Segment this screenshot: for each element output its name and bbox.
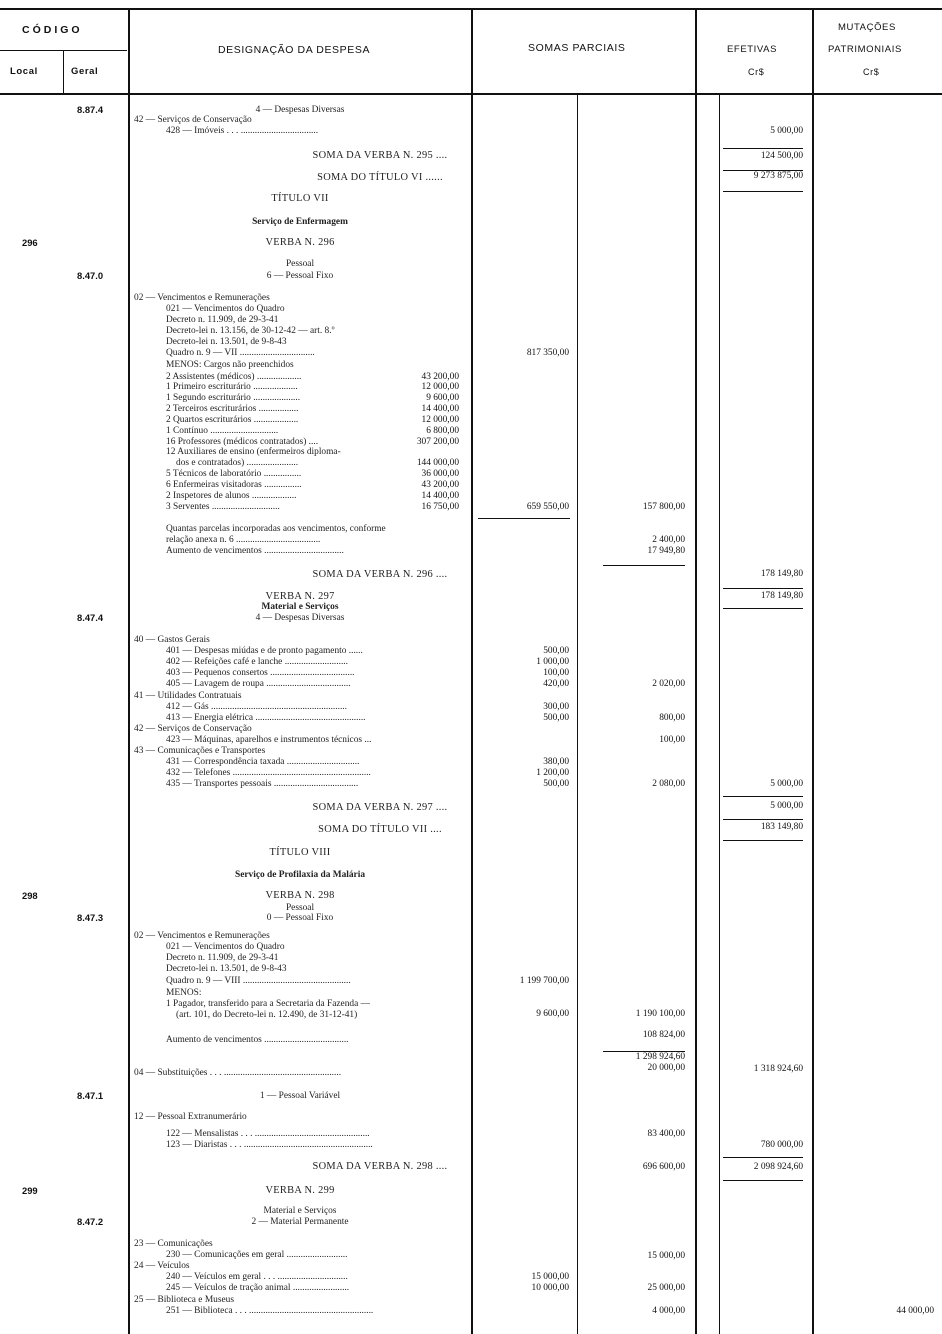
item-description: 402 — Refeições café e lanche ...........................	[166, 657, 348, 667]
item-description: 021 — Vencimentos do Quadro	[166, 304, 285, 314]
geral-code: 8.47.3	[77, 912, 104, 923]
soma-label: SOMA DA VERBA N. 295 ....	[312, 150, 448, 161]
section-heading: 6 — Pessoal Fixo	[266, 271, 334, 281]
total-rule	[723, 819, 803, 820]
partial-sum-2: 108 824,00	[642, 1030, 685, 1040]
item-description: 02 — Vencimentos e Remunerações	[134, 931, 270, 941]
item-description: 245 — Veículos de tração animal ........................	[166, 1283, 350, 1293]
efetiva-value: 5 000,00	[770, 801, 803, 811]
item-description: Quadro n. 9 — VIII ..............................................	[166, 976, 351, 986]
efetiva-value: 178 149,80	[760, 569, 803, 579]
item-description: 230 — Comunicações em geral ..........................	[166, 1250, 348, 1260]
inline-value: 14 400,00	[421, 404, 459, 414]
efetivas-dup-divider	[719, 94, 720, 1334]
inline-value: 307 200,00	[416, 437, 459, 447]
inline-value: 144 000,00	[416, 458, 459, 468]
partial-sum-1: 500,00	[543, 779, 569, 789]
item-description: Decreto-lei n. 13.156, de 30-12-42 — art. 8.º	[166, 326, 335, 336]
item-description: 2 Inspetores de alunos ...................	[166, 491, 297, 501]
partial-sum-1: 9 600,00	[536, 1009, 569, 1019]
item-description: 16 Professores (médicos contratados) ....	[166, 437, 319, 447]
partial-sum-1: 420,00	[543, 679, 569, 689]
item-description: dos e contratados) ......................	[176, 458, 299, 468]
inline-value: 36 000,00	[421, 469, 459, 479]
soma-label: SOMA DO TÍTULO VI ......	[317, 172, 443, 183]
partial-sum-2: 2 400,00	[652, 535, 685, 545]
partial-sum-2: 157 800,00	[642, 502, 685, 512]
item-description: 2 Quartos escriturários ...................	[166, 415, 299, 425]
section-heading: Pessoal	[285, 903, 315, 913]
geral-code: 8.87.4	[77, 104, 104, 115]
section-heading: Serviço de Profilaxia da Malária	[234, 870, 366, 880]
item-description: 3 Serventes .............................	[166, 502, 280, 512]
item-description: 43 — Comunicações e Transportes	[134, 746, 266, 756]
soma-label: SOMA DA VERBA N. 296 ....	[312, 569, 448, 580]
designacao-header: DESIGNAÇÃO DA DESPESA	[218, 44, 371, 56]
section-heading: 4 — Despesas Diversas	[255, 613, 345, 623]
partial-sum-2: 83 400,00	[647, 1129, 685, 1139]
partial-sum-1: 1 000,00	[536, 657, 569, 667]
item-description: 02 — Vencimentos e Remunerações	[134, 293, 270, 303]
item-description: 12 — Pessoal Extranumerário	[134, 1112, 247, 1122]
partial-sum-1: 100,00	[543, 668, 569, 678]
local-header: Local	[10, 66, 38, 77]
item-description: 123 — Diaristas . . . .......................................................	[166, 1140, 373, 1150]
partial-sum-2: 1 298 924,60	[635, 1052, 685, 1062]
section-heading: 4 — Despesas Diversas	[255, 105, 345, 115]
efetivas-mut-divider	[812, 8, 814, 1334]
total-rule	[723, 191, 803, 192]
item-description: 5 Técnicos de laboratório ................	[166, 469, 302, 479]
section-heading: TÍTULO VIII	[269, 847, 331, 858]
item-description: 401 — Despesas miúdas e de pronto pagamento ......	[166, 646, 363, 656]
item-description: 1 Pagador, transferido para a Secretaria da Fazenda —	[166, 999, 370, 1009]
section-heading: TÍTULO VII	[271, 193, 329, 204]
total-rule	[723, 148, 803, 149]
item-description: 42 — Serviços de Conservação	[134, 115, 252, 125]
item-description: 1 Segundo escriturário ....................	[166, 393, 301, 403]
item-description: Aumento de vencimentos ....................................	[166, 1035, 349, 1045]
efetivas-unit: Cr$	[748, 67, 765, 77]
geral-code: 8.47.2	[77, 1216, 104, 1227]
partial-sum-1: 659 550,00	[526, 502, 569, 512]
item-description: Quadro n. 9 — VII ................................	[166, 348, 315, 358]
inline-value: 14 400,00	[421, 491, 459, 501]
total-rule	[723, 1180, 803, 1181]
partial-sum-1: 1 199 700,00	[519, 976, 569, 986]
section-heading: 2 — Material Permanente	[251, 1217, 349, 1227]
section-heading: VERBA N. 299	[265, 1185, 335, 1196]
partial-sum-1: 10 000,00	[531, 1283, 569, 1293]
inline-value: 9 600,00	[426, 393, 459, 403]
item-description: 1 Contínuo .............................	[166, 426, 279, 436]
item-description: 42 — Serviços de Conservação	[134, 724, 252, 734]
total-rule	[723, 608, 803, 609]
mutacao-value: 44 000,00	[896, 1306, 934, 1316]
section-heading: Pessoal	[285, 259, 315, 269]
section-heading: VERBA N. 298	[265, 890, 335, 901]
item-description: 432 — Telefones ...........................................................	[166, 768, 371, 778]
total-rule	[478, 518, 570, 519]
soma-label: SOMA DO TÍTULO VII ....	[318, 824, 442, 835]
item-description: Aumento de vencimentos ..................................	[166, 546, 344, 556]
item-description: MENOS: Cargos não preenchidos	[166, 360, 294, 370]
item-description: 04 — Substituições . . . ..................................................	[134, 1068, 342, 1078]
partial-sum-2: 800,00	[659, 713, 685, 723]
partial-sum-1: 300,00	[543, 702, 569, 712]
item-description: 413 — Energia elétrica ...............................................	[166, 713, 366, 723]
item-description: 24 — Veículos	[134, 1261, 190, 1271]
efetiva-value: 2 098 924,60	[753, 1162, 803, 1172]
partial-sum-1: 1 200,00	[536, 768, 569, 778]
item-description: MENOS:	[166, 988, 202, 998]
partial-sum-2: 100,00	[659, 735, 685, 745]
local-code: 298	[22, 890, 38, 901]
partial-sum-1: 500,00	[543, 713, 569, 723]
section-heading: Material e Serviços	[261, 602, 339, 612]
patrimoniais-header: PATRIMONIAIS	[828, 44, 902, 55]
efetiva-value: 5 000,00	[770, 126, 803, 136]
efetiva-value: 178 149,80	[760, 591, 803, 601]
partial-sum-2: 4 000,00	[652, 1306, 685, 1316]
partial-sum-2: 20 000,00	[647, 1063, 685, 1073]
partial-sum-2: 1 190 100,00	[635, 1009, 685, 1019]
geral-code: 8.47.0	[77, 270, 104, 281]
item-description: Decreto n. 11.909, de 29-3-41	[166, 953, 279, 963]
inline-value: 12 000,00	[421, 415, 459, 425]
total-rule	[723, 588, 803, 589]
partial-sum-2: 25 000,00	[647, 1283, 685, 1293]
item-description: 251 — Biblioteca . . . .....................................................	[166, 1306, 374, 1316]
item-description: 240 — Veículos em geral . . . ..............................	[166, 1272, 348, 1282]
item-description: (art. 101, do Decreto-lei n. 12.490, de 31-12-41)	[176, 1010, 358, 1020]
item-description: Decreto n. 11.909, de 29-3-41	[166, 315, 279, 325]
efetiva-value: 1 318 924,60	[753, 1064, 803, 1074]
section-heading: 0 — Pessoal Fixo	[266, 913, 334, 923]
item-description: Quantas parcelas incorporadas aos vencimentos, conforme	[166, 524, 386, 534]
item-description: 403 — Pequenos consertos ....................................	[166, 668, 355, 678]
inline-value: 43 200,00	[421, 372, 459, 382]
partial-sum-1: 817 350,00	[526, 348, 569, 358]
section-heading: Material e Serviços	[263, 1206, 337, 1216]
efetiva-value: 124 500,00	[760, 151, 803, 161]
item-description: 25 — Biblioteca e Museus	[134, 1295, 234, 1305]
section-heading: VERBA N. 297	[265, 591, 335, 602]
item-description: 405 — Lavagem de roupa ....................................	[166, 679, 351, 689]
efetiva-value: 5 000,00	[770, 779, 803, 789]
geral-code: 8.47.4	[77, 612, 104, 623]
geral-header: Geral	[71, 66, 99, 77]
mutacoes-header: MUTAÇÕES	[838, 22, 896, 33]
section-heading: VERBA N. 296	[265, 237, 335, 248]
total-rule	[723, 840, 803, 841]
partial-sum-2: 15 000,00	[647, 1251, 685, 1261]
item-description: 423 — Máquinas, aparelhos e instrumentos técnicos ...	[166, 735, 372, 745]
item-description: 431 — Correspondência taxada ...............................	[166, 757, 360, 767]
partial-sum-1: 500,00	[543, 646, 569, 656]
local-geral-divider	[63, 50, 64, 94]
partial-sum-2: 696 600,00	[642, 1162, 685, 1172]
inline-value: 43 200,00	[421, 480, 459, 490]
total-rule	[603, 565, 685, 566]
item-description: 12 Auxiliares de ensino (enfermeiros diploma-	[166, 447, 341, 457]
item-description: 412 — Gás ..........................................................	[166, 702, 347, 712]
item-description: 2 Assistentes (médicos) ...................	[166, 372, 302, 382]
total-rule	[723, 1157, 803, 1158]
item-description: 2 Terceiros escriturários .................	[166, 404, 299, 414]
item-description: 1 Primeiro escriturário ...................	[166, 382, 298, 392]
geral-code: 8.47.1	[77, 1090, 104, 1101]
soma-label: SOMA DA VERBA N. 297 ....	[312, 802, 448, 813]
soma-label: SOMA DA VERBA N. 298 ....	[312, 1161, 448, 1172]
mutacoes-unit: Cr$	[863, 67, 880, 77]
item-description: 23 — Comunicações	[134, 1239, 213, 1249]
geral-desc-divider	[128, 8, 130, 1334]
local-code: 299	[22, 1185, 38, 1196]
inline-value: 12 000,00	[421, 382, 459, 392]
inline-value: 6 800,00	[426, 426, 459, 436]
partial-sum-2: 2 080,00	[652, 779, 685, 789]
section-heading: Serviço de Enfermagem	[252, 217, 348, 227]
partial-sum-1: 380,00	[543, 757, 569, 767]
item-description: 435 — Transportes pessoais ....................................	[166, 779, 359, 789]
item-description: Decreto-lei n. 13.501, de 9-8-43	[166, 964, 287, 974]
item-description: 021 — Vencimentos do Quadro	[166, 942, 285, 952]
inline-value: 16 750,00	[421, 502, 459, 512]
partial-sum-1: 15 000,00	[531, 1272, 569, 1282]
total-rule	[723, 796, 803, 797]
efetiva-value: 780 000,00	[760, 1140, 803, 1150]
efetiva-value: 183 149,80	[760, 822, 803, 832]
somas-parciais-header: SOMAS PARCIAIS	[528, 42, 626, 54]
item-description: 6 Enfermeiras visitadoras ................	[166, 480, 302, 490]
efetiva-value: 9 273 875,00	[753, 171, 803, 181]
item-description: 428 — Imóveis . . . .................................	[166, 126, 319, 136]
somas-efetivas-divider	[695, 8, 697, 1334]
partial-sum-2: 2 020,00	[652, 679, 685, 689]
local-code: 296	[22, 237, 38, 248]
partial-sum-2: 17 949,80	[647, 546, 685, 556]
item-description: relação anexa n. 6 ....................................	[166, 535, 321, 545]
codigo-header: CÓDIGO	[22, 24, 83, 36]
item-description: 40 — Gastos Gerais	[134, 635, 210, 645]
desc-somas-divider	[471, 8, 473, 1334]
item-description: 122 — Mensalistas . . . .................................................	[166, 1129, 370, 1139]
efetivas-header: EFETIVAS	[727, 44, 778, 55]
section-heading: 1 — Pessoal Variável	[259, 1091, 341, 1101]
item-description: Decreto-lei n. 13.501, de 9-8-43	[166, 337, 287, 347]
item-description: 41 — Utilidades Contratuais	[134, 691, 242, 701]
somas-inner-divider	[577, 94, 578, 1334]
